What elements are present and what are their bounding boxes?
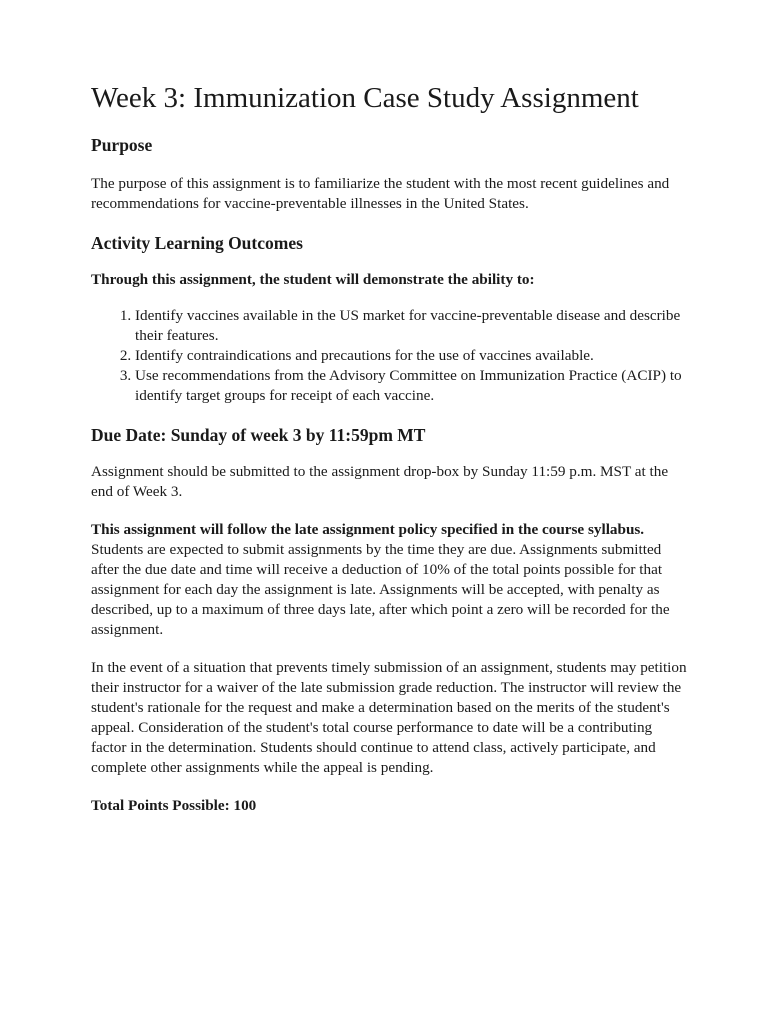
- outcomes-list: [91, 306, 691, 406]
- late-policy-paragraph: [91, 520, 691, 640]
- outcomes-lead: Through this assignment, the student will demonstrate the ability to:: [91, 271, 535, 288]
- late-policy-bold: This assignment will follow the late assignment policy specified in the course syllabus.: [91, 521, 645, 538]
- outcome-item: 2. Identify contraindications and precautions for the use of vaccines available.: [135, 346, 691, 366]
- purpose-heading: Purpose: [91, 135, 153, 155]
- outcomes-heading: Activity Learning Outcomes: [91, 233, 303, 253]
- waiver-paragraph: In the event of a situation that prevents timely submission of an assignment, students may petition their instructor for a waiver of the late submission grade reduction. The instructor will review the student's rationale for the request and make a determination based on the merits of the student's appeal. Consideration of the student's total course performance to date will be a contributing factor in the determination. Students should continue to attend class, actively participate, and complete other assignments while the appeal is pending.: [91, 659, 687, 776]
- document-title: Week 3: Immunization Case Study Assignment: [91, 82, 639, 114]
- document-page: [91, 78, 691, 816]
- purpose-paragraph: The purpose of this assignment is to familiarize the student with the most recent guidelines and recommendations for vaccine-preventable illnesses in the United States.: [91, 175, 670, 212]
- outcome-item: 3. Use recommendations from the Advisory Committee on Immunization Practice (ACIP) to identify target groups for receipt of each vaccine.: [135, 366, 691, 406]
- due-date-heading: Due Date: Sunday of week 3 by 11:59pm MT: [91, 425, 426, 445]
- due-date-paragraph: Assignment should be submitted to the assignment drop-box by Sunday 11:59 p.m. MST at the end of Week 3.: [91, 463, 669, 500]
- outcome-item: 1. Identify vaccines available in the US market for vaccine-preventable disease and describe their features.: [135, 306, 691, 346]
- late-policy-text: Students are expected to submit assignments by the time they are due. Assignments submitted after the due date and time will receive a deduction of 10% of the total points possible for that assignment for each day the assignment is late. Assignments will be accepted, with penalty as described, up to a maximum of three days late, after which point a zero will be recorded for the assignment.: [91, 541, 670, 638]
- total-points: Total Points Possible: 100: [91, 797, 257, 814]
